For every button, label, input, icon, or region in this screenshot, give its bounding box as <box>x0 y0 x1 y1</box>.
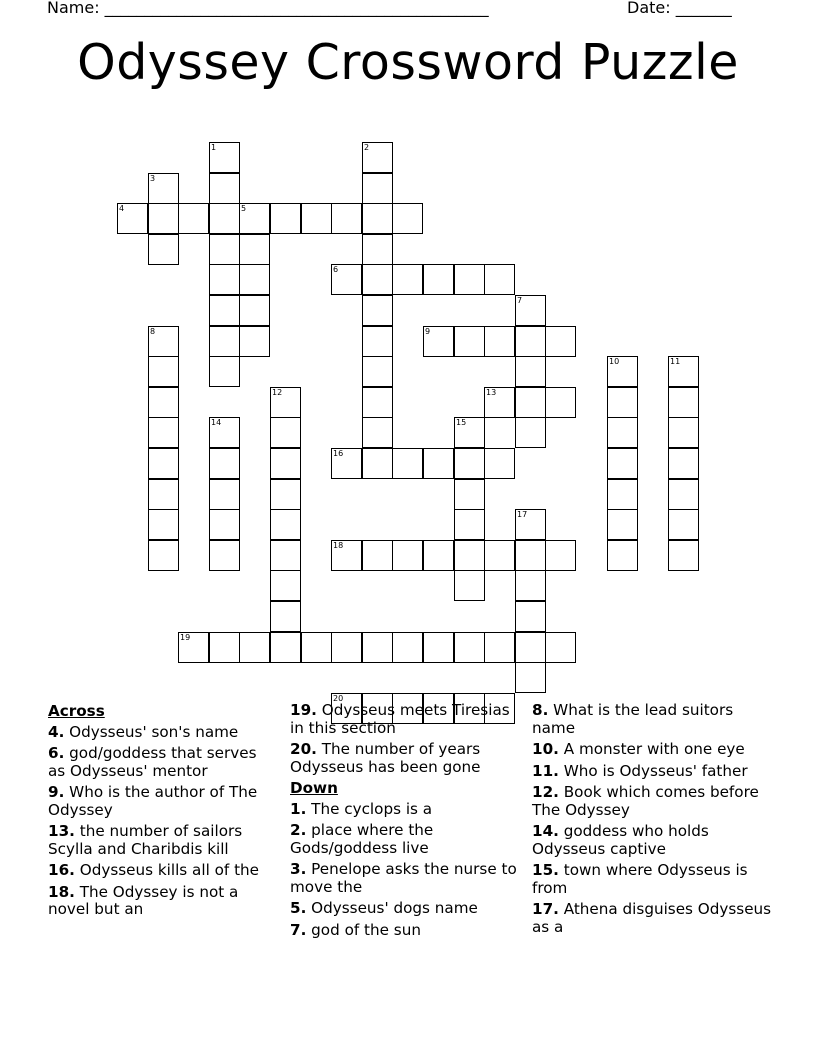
crossword-cell[interactable] <box>607 509 638 540</box>
crossword-cell[interactable] <box>392 632 423 663</box>
crossword-cell[interactable] <box>301 203 332 234</box>
crossword-cell[interactable] <box>607 540 638 571</box>
crossword-cell[interactable] <box>362 417 393 448</box>
clue-text: god/goddess that serves as Odysseus' mentor <box>48 744 257 780</box>
crossword-cell[interactable] <box>362 387 393 418</box>
crossword-cell-10[interactable] <box>607 356 638 387</box>
crossword-cell[interactable] <box>515 601 546 632</box>
clue-text: Athena disguises Odysseus as a <box>532 900 772 936</box>
crossword-cell-16[interactable] <box>331 448 362 479</box>
crossword-cell[interactable] <box>331 632 362 663</box>
crossword-cell[interactable] <box>423 540 454 571</box>
clue-item <box>290 861 522 896</box>
clues-column-2 <box>290 702 522 943</box>
clue-number: 20 <box>333 694 344 703</box>
crossword-cell[interactable] <box>270 417 301 448</box>
crossword-cell-3[interactable] <box>148 173 179 204</box>
crossword-cell-15[interactable] <box>454 417 485 448</box>
clue-number: 2. <box>290 821 307 839</box>
crossword-cell[interactable] <box>209 326 240 357</box>
crossword-cell[interactable] <box>515 326 546 357</box>
clue-number: 16 <box>333 449 344 458</box>
crossword-cell[interactable] <box>484 264 515 295</box>
clue-text: town where Odysseus is from <box>532 861 748 897</box>
clue-text: goddess who holds Odysseus captive <box>532 822 709 858</box>
clue-number: 10. <box>532 740 559 758</box>
clue-number: 9 <box>425 327 431 336</box>
crossword-cell-18[interactable] <box>331 540 362 571</box>
clue-item <box>532 763 772 781</box>
clue-number: 7. <box>290 920 307 939</box>
clue-number: 1 <box>211 143 217 152</box>
crossword-cell-9[interactable] <box>423 326 454 357</box>
crossword-cell[interactable] <box>209 234 240 265</box>
clue-item <box>532 901 772 936</box>
crossword-cell[interactable] <box>270 509 301 540</box>
crossword-cell[interactable] <box>209 173 240 204</box>
crossword-cell[interactable] <box>484 448 515 479</box>
clue-number: 4 <box>119 204 125 213</box>
date-field-label: Date: _______ <box>627 0 732 17</box>
crossword-cell[interactable] <box>423 448 454 479</box>
crossword-cell[interactable] <box>362 326 393 357</box>
crossword-cell[interactable] <box>148 417 179 448</box>
crossword-cell-7[interactable] <box>515 295 546 326</box>
across-clue-list <box>48 724 278 919</box>
clue-number: 19. <box>290 701 317 719</box>
clue-text: Odysseus' son's name <box>64 722 239 741</box>
clue-number: 12 <box>272 388 283 397</box>
crossword-cell-12[interactable] <box>270 387 301 418</box>
crossword-cell-4[interactable] <box>117 203 148 234</box>
clue-number: 14 <box>211 418 222 427</box>
crossword-cell[interactable] <box>607 448 638 479</box>
crossword-cell[interactable] <box>515 570 546 601</box>
clue-item <box>290 822 522 857</box>
crossword-cell[interactable] <box>515 662 546 693</box>
crossword-cell[interactable] <box>270 203 301 234</box>
crossword-cell[interactable] <box>454 509 485 540</box>
clue-number: 20. <box>290 740 317 758</box>
clue-text: The Odyssey is not a novel but an <box>48 882 239 918</box>
crossword-cell[interactable] <box>270 632 301 663</box>
clue-number: 6. <box>48 744 65 762</box>
clue-text: Odysseus kills all of the <box>74 861 260 879</box>
crossword-cell-6[interactable] <box>331 264 362 295</box>
crossword-cell[interactable] <box>148 234 179 265</box>
crossword-cell[interactable] <box>270 601 301 632</box>
crossword-cell[interactable] <box>668 509 699 540</box>
clue-text: Penelope asks the nurse to move the <box>290 860 517 896</box>
clue-item <box>532 741 772 759</box>
crossword-cell[interactable] <box>668 448 699 479</box>
crossword-cell[interactable] <box>148 479 179 510</box>
crossword-cell[interactable] <box>545 540 576 571</box>
clue-number: 8. <box>532 701 549 719</box>
clue-text: The cyclops is a <box>306 799 433 818</box>
crossword-cell[interactable] <box>148 387 179 418</box>
across-heading: Across <box>48 702 105 720</box>
clue-text: What is the lead suitors name <box>532 701 734 737</box>
clue-item <box>48 884 278 919</box>
crossword-cell[interactable] <box>545 632 576 663</box>
clue-item <box>48 862 278 880</box>
crossword-cell[interactable] <box>270 540 301 571</box>
crossword-cell[interactable] <box>607 417 638 448</box>
crossword-cell[interactable] <box>270 570 301 601</box>
crossword-cell[interactable] <box>392 540 423 571</box>
clue-item <box>532 862 772 897</box>
crossword-cell[interactable] <box>239 295 270 326</box>
clue-number: 18 <box>333 541 344 550</box>
clue-number: 6 <box>333 265 339 274</box>
crossword-cell[interactable] <box>362 173 393 204</box>
clue-item <box>290 702 522 737</box>
clue-item <box>532 702 772 737</box>
crossword-cell[interactable] <box>362 448 393 479</box>
clue-item <box>290 801 522 819</box>
clue-number: 1. <box>290 799 307 818</box>
crossword-cell[interactable] <box>454 540 485 571</box>
clue-number: 19 <box>180 633 191 642</box>
clue-number: 8 <box>150 327 156 336</box>
clue-item <box>532 823 772 858</box>
clues-column-3 <box>532 702 772 940</box>
crossword-cell[interactable] <box>607 479 638 510</box>
crossword-cell[interactable] <box>668 417 699 448</box>
clue-item <box>48 784 278 819</box>
crossword-cell[interactable] <box>209 509 240 540</box>
clue-item <box>48 745 278 780</box>
crossword-cell[interactable] <box>484 326 515 357</box>
clue-item <box>290 741 522 776</box>
clue-number: 13. <box>48 822 75 840</box>
crossword-cell-5[interactable] <box>239 203 270 234</box>
page-title: Odyssey Crossword Puzzle <box>77 34 739 91</box>
crossword-cell[interactable] <box>484 632 515 663</box>
crossword-cell[interactable] <box>454 326 485 357</box>
down-clue-list <box>290 801 522 940</box>
crossword-cell[interactable] <box>209 264 240 295</box>
crossword-cell[interactable] <box>545 387 576 418</box>
clue-number: 13 <box>486 388 497 397</box>
crossword-cell[interactable] <box>239 632 270 663</box>
clue-number: 10 <box>609 357 620 366</box>
crossword-cell[interactable] <box>668 387 699 418</box>
crossword-cell[interactable] <box>270 479 301 510</box>
clue-text: A monster with one eye <box>558 740 745 758</box>
clue-text: Who is Odysseus' father <box>558 761 748 780</box>
crossword-cell-14[interactable] <box>209 417 240 448</box>
crossword-cell[interactable] <box>454 570 485 601</box>
crossword-cell[interactable] <box>362 234 393 265</box>
crossword-cell[interactable] <box>454 448 485 479</box>
clue-item <box>532 784 772 819</box>
crossword-cell-2[interactable] <box>362 142 393 173</box>
crossword-cell[interactable] <box>362 632 393 663</box>
crossword-cell-17[interactable] <box>515 509 546 540</box>
crossword-cell[interactable] <box>239 234 270 265</box>
across-clue-list-continued <box>290 702 522 776</box>
clue-text: Book which comes before The Odyssey <box>532 783 759 819</box>
clue-number: 15. <box>532 861 559 879</box>
crossword-cell[interactable] <box>515 356 546 387</box>
crossword-cell[interactable] <box>239 326 270 357</box>
crossword-cell[interactable] <box>515 540 546 571</box>
clues-column-1 <box>48 702 278 923</box>
clue-text: place where the Gods/goddess live <box>290 821 434 857</box>
crossword-cell[interactable] <box>392 448 423 479</box>
clue-number: 2 <box>364 143 370 152</box>
crossword-cell[interactable] <box>301 632 332 663</box>
clue-number: 9. <box>48 783 65 801</box>
crossword-cell[interactable] <box>178 203 209 234</box>
crossword-cell[interactable] <box>209 479 240 510</box>
crossword-cell-11[interactable] <box>668 356 699 387</box>
crossword-cell[interactable] <box>423 264 454 295</box>
crossword-cell[interactable] <box>484 540 515 571</box>
crossword-cell[interactable] <box>515 417 546 448</box>
clue-number: 14. <box>532 822 559 840</box>
crossword-cell[interactable] <box>148 448 179 479</box>
crossword-cell[interactable] <box>148 356 179 387</box>
crossword-cell[interactable] <box>668 540 699 571</box>
crossword-cell-1[interactable] <box>209 142 240 173</box>
clue-item <box>48 823 278 858</box>
crossword-cell[interactable] <box>454 632 485 663</box>
crossword-cell[interactable] <box>362 356 393 387</box>
crossword-cell[interactable] <box>148 540 179 571</box>
clue-text: The number of years Odysseus has been gone <box>290 740 481 776</box>
clue-number: 7 <box>517 296 523 305</box>
crossword-cell[interactable] <box>607 387 638 418</box>
clue-number: 16. <box>48 861 75 879</box>
clue-number: 11. <box>532 761 559 780</box>
clue-text: Odysseus meets Tiresias in this section <box>290 701 510 737</box>
clue-number: 17 <box>517 510 528 519</box>
crossword-cell[interactable] <box>668 479 699 510</box>
clue-number: 18. <box>48 882 75 901</box>
crossword-cell[interactable] <box>362 264 393 295</box>
crossword-cell[interactable] <box>239 264 270 295</box>
crossword-cell[interactable] <box>331 203 362 234</box>
clue-text: the number of sailors Scylla and Charibdis kill <box>48 822 243 858</box>
crossword-cell[interactable] <box>362 295 393 326</box>
crossword-cell[interactable] <box>209 448 240 479</box>
crossword-cell[interactable] <box>148 509 179 540</box>
crossword-cell-8[interactable] <box>148 326 179 357</box>
clue-text: Odysseus' dogs name <box>306 899 478 917</box>
clue-number: 17. <box>532 900 559 918</box>
clue-number: 5 <box>241 204 247 213</box>
crossword-cell[interactable] <box>148 203 179 234</box>
crossword-cell[interactable] <box>270 448 301 479</box>
clue-number: 4. <box>48 722 65 741</box>
crossword-cell[interactable] <box>209 632 240 663</box>
clue-text: Who is the author of The Odyssey <box>48 783 258 819</box>
crossword-cell[interactable] <box>392 203 423 234</box>
crossword-cell[interactable] <box>392 264 423 295</box>
clue-item <box>48 724 278 742</box>
clue-item <box>290 922 522 940</box>
crossword-cell[interactable] <box>209 540 240 571</box>
crossword-cell-19[interactable] <box>178 632 209 663</box>
crossword-cell[interactable] <box>209 203 240 234</box>
clue-number: 11 <box>670 357 681 366</box>
crossword-cell[interactable] <box>515 632 546 663</box>
crossword-cell[interactable] <box>545 326 576 357</box>
crossword-cell[interactable] <box>515 387 546 418</box>
crossword-cell[interactable] <box>454 479 485 510</box>
crossword-cell[interactable] <box>362 203 393 234</box>
down-clue-list-continued <box>532 702 772 936</box>
clue-number: 3. <box>290 860 307 878</box>
crossword-cell[interactable] <box>209 356 240 387</box>
clue-number: 12. <box>532 783 559 801</box>
clue-item <box>290 900 522 918</box>
clue-number: 3 <box>150 174 156 183</box>
crossword-cell[interactable] <box>454 264 485 295</box>
clue-number: 15 <box>456 418 467 427</box>
crossword-cell-13[interactable] <box>484 387 515 418</box>
crossword-cell[interactable] <box>423 632 454 663</box>
name-field-label: Name: ________________________________________________ <box>47 0 489 17</box>
down-heading: Down <box>290 779 338 797</box>
clue-text: god of the sun <box>306 920 421 939</box>
crossword-cell[interactable] <box>209 295 240 326</box>
clue-number: 5. <box>290 899 307 917</box>
crossword-cell[interactable] <box>362 540 393 571</box>
